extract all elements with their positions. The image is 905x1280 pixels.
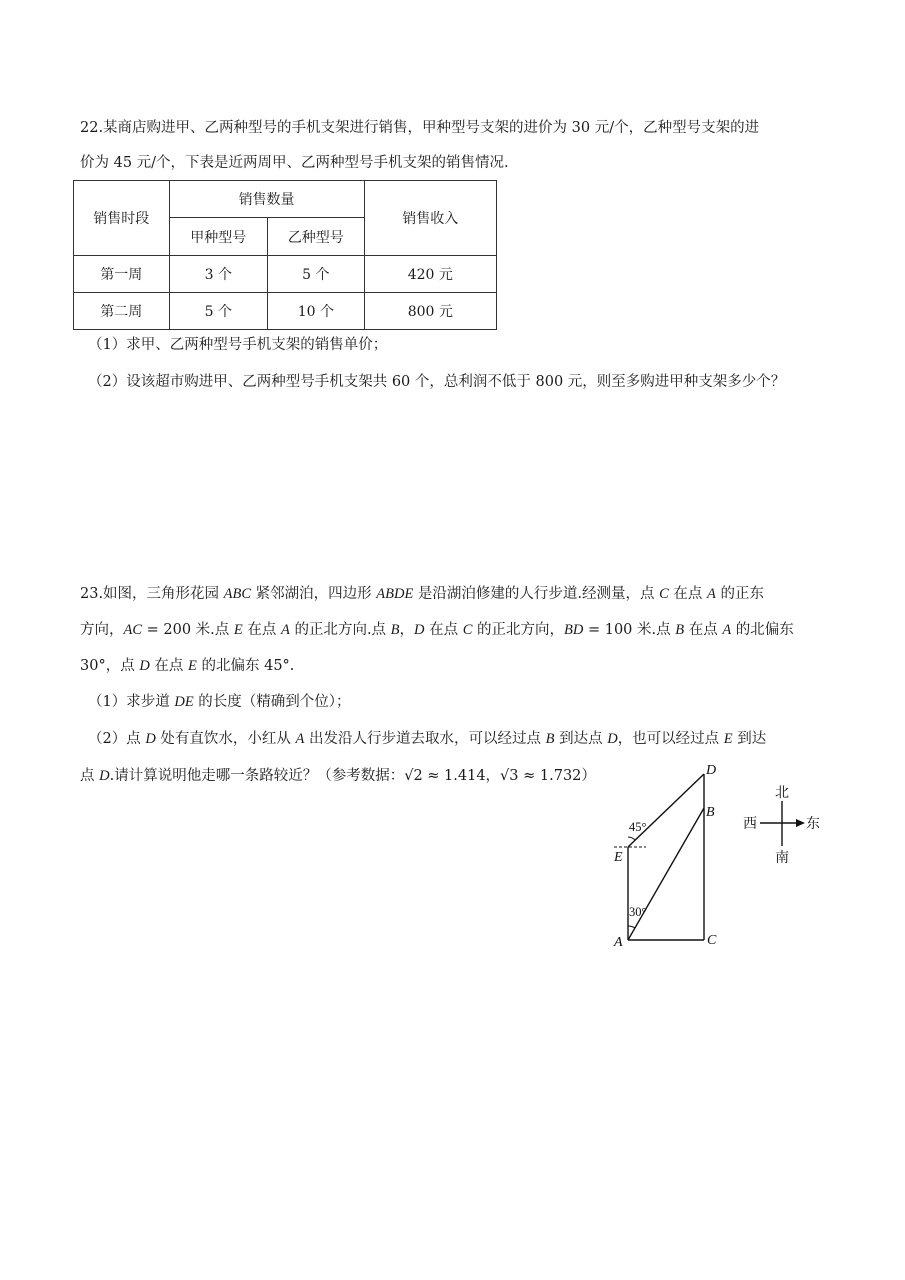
q23-line-2: 方向，AC = 200 米.点 E 在点 A 的正北方向.点 B，D 在点 C 的正北方向，BD = 100 米.点 B 在点 A 的北偏东 xyxy=(80,622,794,638)
compass-south: 南 xyxy=(775,851,789,866)
angle-arc-a xyxy=(628,926,635,928)
cell-period: 第二周 xyxy=(74,293,170,330)
cell-type-a: 3 个 xyxy=(169,256,268,293)
cell-type-b: 10 个 xyxy=(268,293,365,330)
header-income: 销售收入 xyxy=(364,181,496,256)
label-a: A xyxy=(614,935,623,950)
compass-arrow-icon xyxy=(796,819,805,827)
q22-line-2: 价为 45 元/个，下表是近两周甲、乙两种型号手机支架的销售情况. xyxy=(80,155,509,171)
q22-part-2: （2）设该超市购进甲、乙两种型号手机支架共 60 个，总利润不低于 800 元，则至多购进甲种支架多少个？ xyxy=(88,374,786,390)
q23-part-2: （2）点 D 处有直饮水，小红从 A 出发沿人行步道去取水，可以经过点 B 到达点 D，也可以经过点 E 到达 xyxy=(88,731,767,747)
compass-rose xyxy=(743,785,820,866)
segment-ed xyxy=(628,774,704,847)
angle-label-45: 45° xyxy=(629,820,647,834)
q22-part-1: （1）求甲、乙两种型号手机支架的销售单价； xyxy=(88,337,388,353)
label-d: D xyxy=(706,763,717,778)
label-c: C xyxy=(707,933,717,948)
label-b: B xyxy=(706,805,715,820)
header-type-b: 乙种型号 xyxy=(268,218,365,256)
compass-west: 西 xyxy=(743,817,757,832)
ref-sqrt3: √3 ≈ 1.732 xyxy=(500,768,582,784)
geometry-figure xyxy=(600,760,840,960)
cell-type-b: 5 个 xyxy=(268,256,365,293)
header-period: 销售时段 xyxy=(74,181,170,256)
q22-line-1: 22.某商店购进甲、乙两种型号的手机支架进行销售，甲种型号支架的进价为 30 元/个，乙种型号支架的进 xyxy=(80,120,760,136)
table-row xyxy=(74,293,497,330)
sales-table xyxy=(73,180,497,330)
header-quantity: 销售数量 xyxy=(169,181,364,218)
angle-arc-e xyxy=(628,837,635,840)
q23-part-1: （1）求步道 DE 的长度（精确到个位）； xyxy=(88,694,351,710)
ref-sqrt2: √2 ≈ 1.414 xyxy=(404,768,486,784)
header-type-a: 甲种型号 xyxy=(169,218,268,256)
label-e: E xyxy=(614,850,623,865)
cell-income: 800 元 xyxy=(364,293,496,330)
table-row xyxy=(74,256,497,293)
q23-part-2-cont: 点 D.请计算说明他走哪一条路较近？（参考数据：√2 ≈ 1.414，√3 ≈ 1.732） xyxy=(80,768,596,784)
cell-income: 420 元 xyxy=(364,256,496,293)
compass-east: 东 xyxy=(806,817,820,832)
q23-line-1: 23.如图，三角形花园 ABC 紧邻湖泊，四边形 ABDE 是沿湖泊修建的人行步道.经测量，点 C 在点 A 的正东 xyxy=(80,586,765,602)
cell-period: 第一周 xyxy=(74,256,170,293)
angle-label-30: 30° xyxy=(629,905,647,919)
cell-type-a: 5 个 xyxy=(169,293,268,330)
compass-north: 北 xyxy=(775,786,789,801)
q23-line-3: 30°，点 D 在点 E 的北偏东 45°. xyxy=(80,658,295,674)
